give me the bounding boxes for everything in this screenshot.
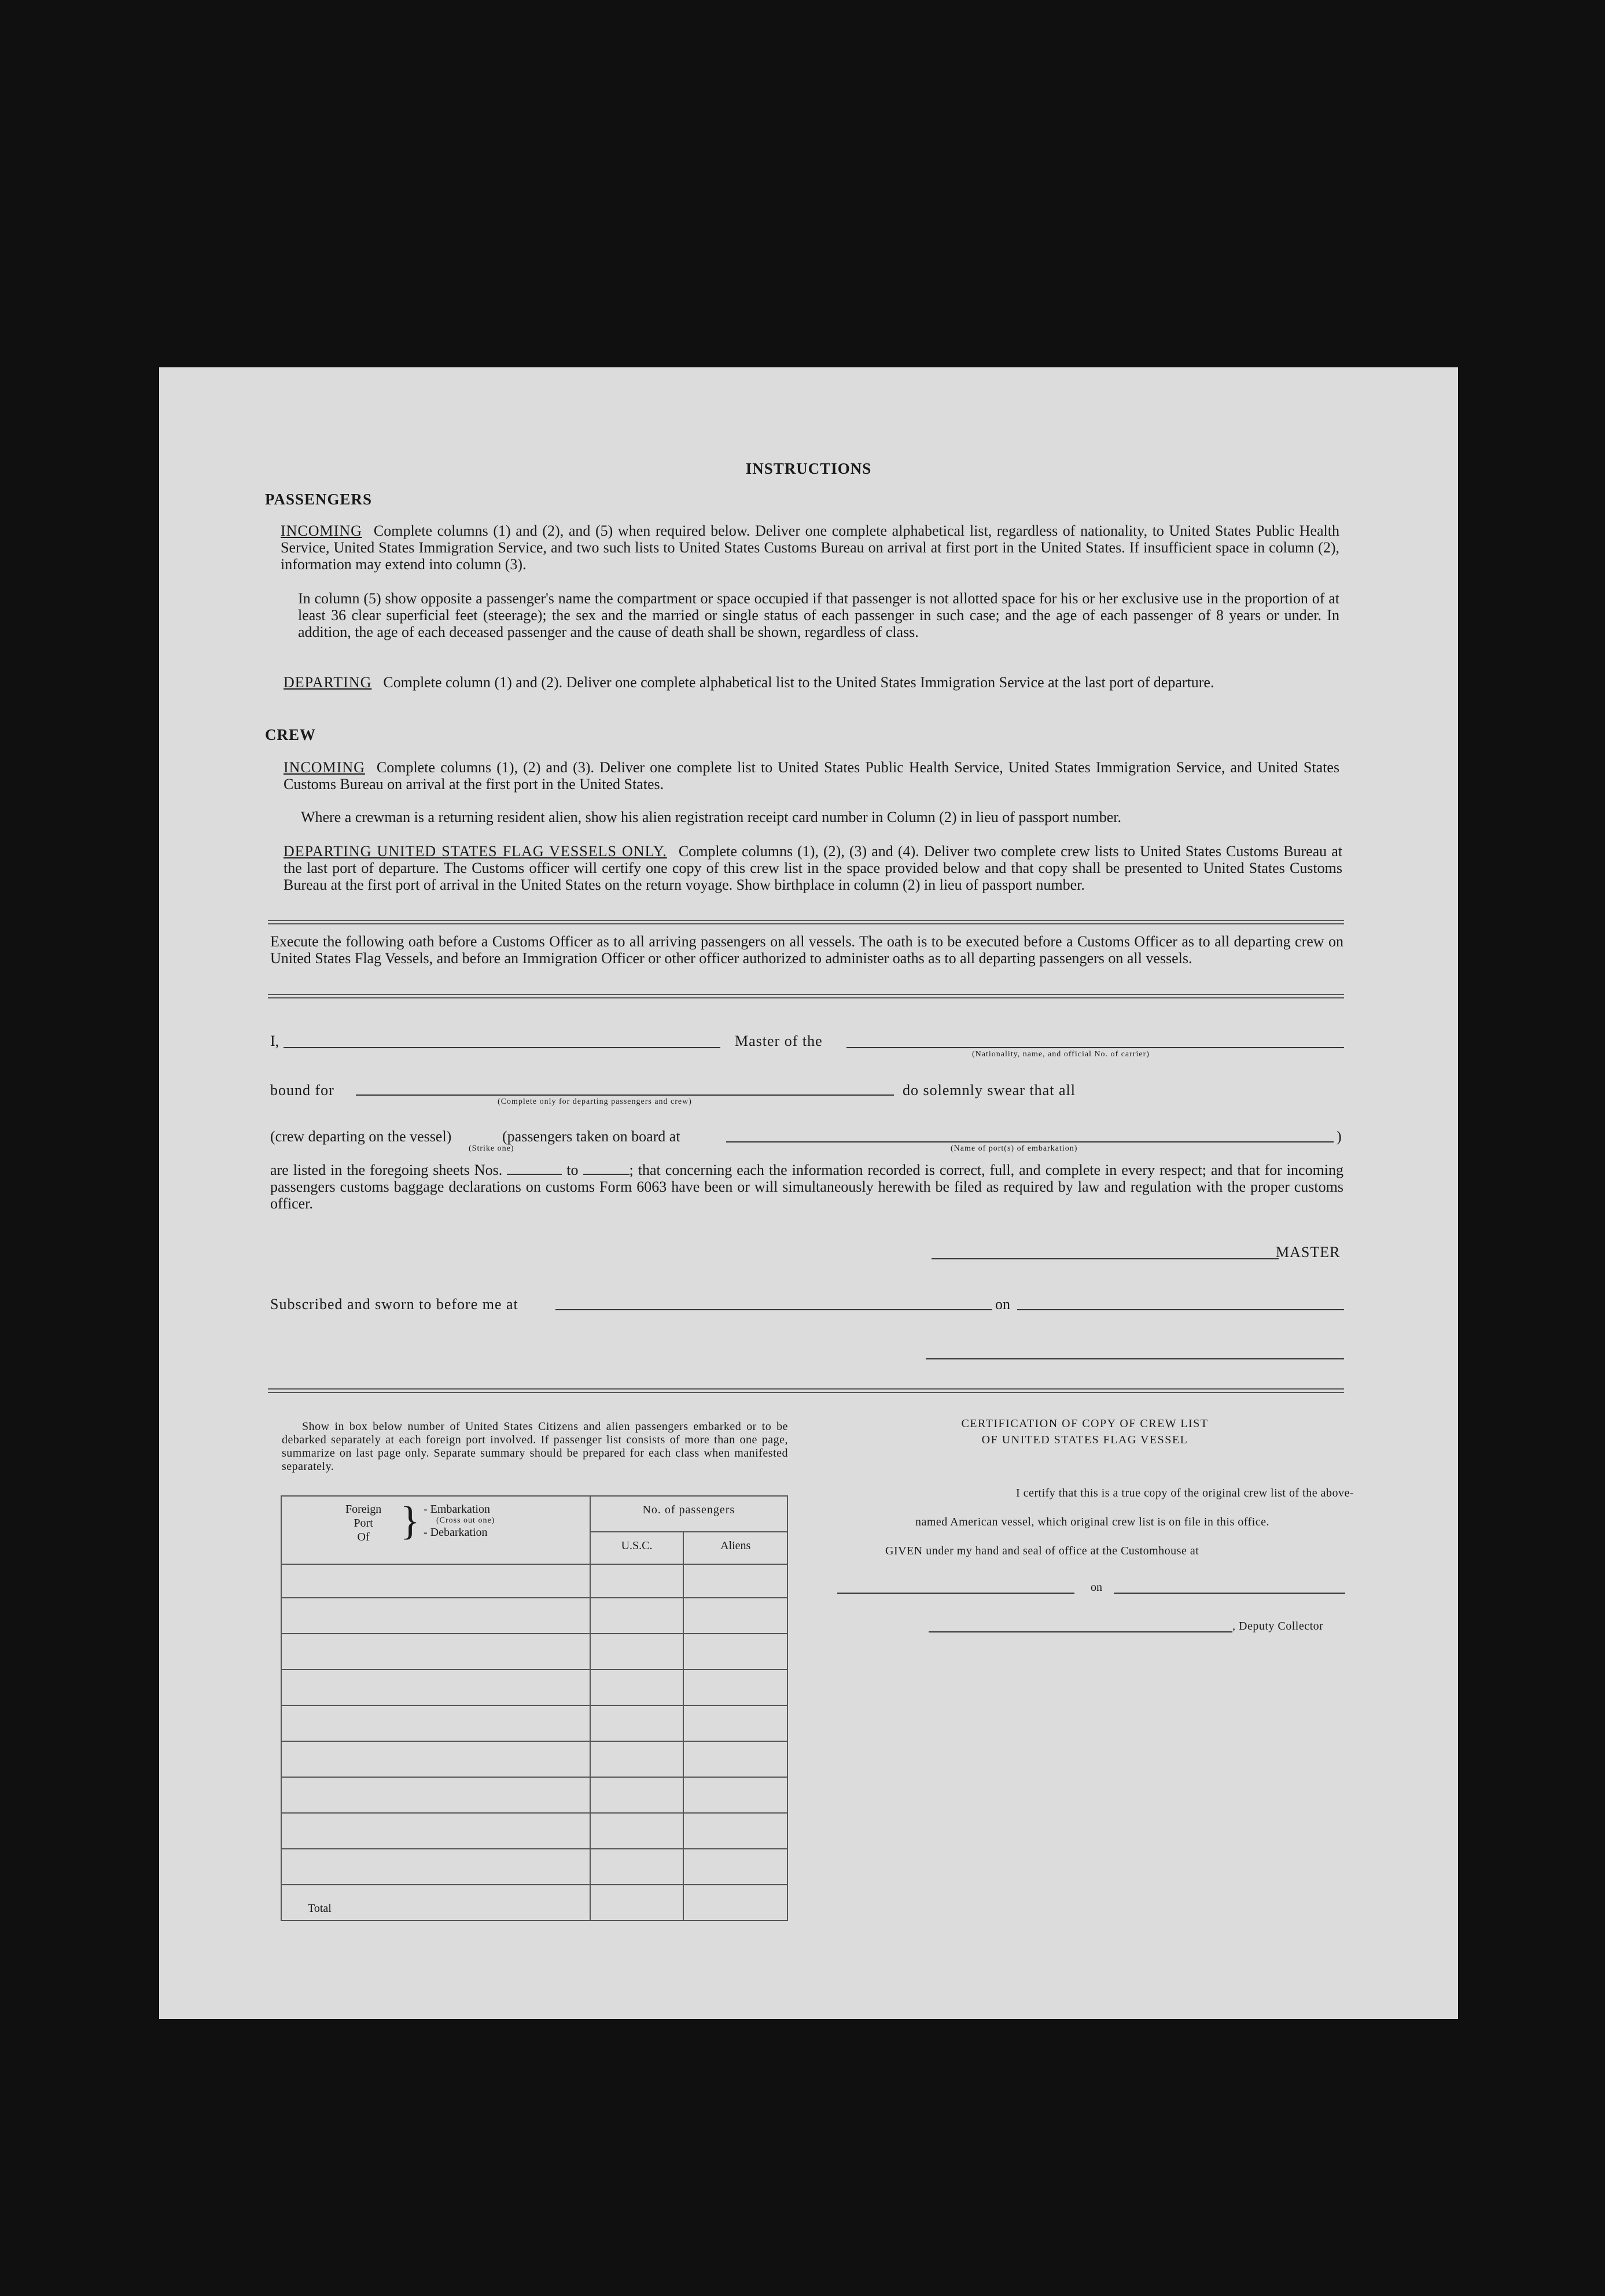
passengers-heading: PASSENGERS — [265, 491, 373, 508]
port-cell[interactable] — [281, 1813, 590, 1849]
passenger-summary-table — [281, 1495, 788, 1921]
usc-cell[interactable] — [590, 1598, 684, 1634]
port-cell[interactable] — [281, 1634, 590, 1670]
cert-on-label: on — [1091, 1581, 1102, 1594]
passengers-departing-label: DEPARTING — [284, 674, 372, 691]
sheets-paragraph — [270, 1162, 1343, 1212]
usc-cell[interactable] — [590, 1741, 684, 1777]
no-of-passengers-header: No. of passengers — [590, 1496, 787, 1532]
crew-departing-option: (crew departing on the vessel) — [270, 1128, 452, 1145]
master-name-field[interactable] — [284, 1047, 720, 1048]
crew-incoming-text: Complete columns (1), (2) and (3). Deliver one complete list to United States Public Health Service, United States Immigration Service, and United States Customs Bureau on arrival at the first port in the United States. — [284, 759, 1339, 793]
master-label: MASTER — [1276, 1244, 1341, 1261]
aliens-cell[interactable] — [683, 1598, 787, 1634]
deputy-collector-label: , Deputy Collector — [1232, 1620, 1324, 1632]
oath-intro: Execute the following oath before a Customs Officer as to all arriving passengers on all vessels. The oath is to be executed before a Customs Officer as to all departing crew on United States Flag Vessels, and before an Immigration Officer or other officer authorized to administer oaths as to all departing passengers on all vessels. — [270, 933, 1343, 967]
master-signature-field[interactable] — [932, 1258, 1279, 1259]
ports-caption: (Name of port(s) of embarkation) — [951, 1144, 1078, 1153]
customhouse-field[interactable] — [837, 1593, 1074, 1594]
crew-incoming-label: INCOMING — [284, 759, 365, 776]
port-cell[interactable] — [281, 1849, 590, 1885]
strike-one-caption: (Strike one) — [469, 1144, 514, 1153]
oath-i-label: I, — [270, 1033, 279, 1049]
aliens-cell[interactable] — [683, 1849, 787, 1885]
given-line: GIVEN under my hand and seal of office at the Customhouse at — [885, 1545, 1199, 1557]
of-label: Of — [357, 1531, 370, 1543]
carrier-field[interactable] — [846, 1047, 1344, 1048]
sheet-to-field[interactable] — [583, 1163, 630, 1175]
usc-header: U.S.C. — [590, 1532, 684, 1564]
total-aliens-cell[interactable] — [683, 1885, 787, 1921]
column5-paragraph: In column (5) show opposite a passenger's name the compartment or space occupied if that passenger is not allotted space for his or her exclusive use in the proportion of at least 36 clear superficial feet (steerage); the sex and the married or single status of each passenger in such case; and the age of each passenger of 8 years or under. In addition, the age of each deceased passenger and the cause of death shall be shown, regardless of class. — [298, 590, 1339, 640]
cert-date-field[interactable] — [1114, 1593, 1345, 1594]
passengers-incoming-label: INCOMING — [281, 522, 362, 539]
bound-for-caption: (Complete only for departing passengers and crew) — [498, 1097, 692, 1106]
brace-icon: } — [400, 1499, 420, 1543]
subscribed-label: Subscribed and sworn to before me at — [270, 1296, 518, 1313]
passengers-incoming-paragraph — [281, 522, 1339, 573]
port-cell[interactable] — [281, 1777, 590, 1813]
form-page — [159, 367, 1458, 2019]
nationality-caption: (Nationality, name, and official No. of carrier) — [972, 1050, 1150, 1059]
passengers-taken-option: (passengers taken on board at — [502, 1128, 680, 1145]
usc-cell[interactable] — [590, 1634, 684, 1670]
aliens-cell[interactable] — [683, 1777, 787, 1813]
aliens-cell[interactable] — [683, 1670, 787, 1705]
certification-title-line2: OF UNITED STATES FLAG VESSEL — [981, 1433, 1188, 1446]
crew-heading: CREW — [265, 726, 316, 743]
aliens-cell[interactable] — [683, 1813, 787, 1849]
aliens-cell[interactable] — [683, 1705, 787, 1741]
to-label: to — [566, 1162, 579, 1178]
bound-for-label: bound for — [270, 1082, 334, 1099]
crew-departing-label: DEPARTING UNITED STATES FLAG VESSELS ONLY. — [284, 843, 667, 860]
aliens-cell[interactable] — [683, 1564, 787, 1598]
sheet-from-field[interactable] — [507, 1163, 562, 1175]
crew-departing-text: Complete columns (1), (2), (3) and (4). Deliver two complete crew lists to United States Customs Bureau at the last port of departure. The Customs officer will certify one copy of this crew list in the space provided below and that copy shall be presented to United States Customs Bureau at the first port of arrival in the United States on the return voyage. Show birthplace in column (2) in lieu of passport number. — [284, 843, 1343, 893]
debarkation-option[interactable]: - Debarkation — [424, 1526, 488, 1539]
aliens-header: Aliens — [683, 1532, 787, 1564]
swear-label: do solemnly swear that all — [903, 1082, 1076, 1099]
certify-line: I certify that this is a true copy of the original crew list of the above- — [1015, 1487, 1354, 1499]
passengers-incoming-text: Complete columns (1) and (2), and (5) when required below. Deliver one complete alphabetical list, regardless of nationality, to United States Public Health Service, United States Immigration Service, and two such lists to United States Customs Bureau on arrival at first port in the United States. If insufficient space in column (2), information may extend into column (3). — [281, 522, 1339, 573]
named-line: named American vessel, which original crew list is on file in this office. — [915, 1516, 1270, 1528]
divider — [268, 994, 1344, 998]
foreign-label: Foreign — [345, 1503, 382, 1516]
crew-incoming-paragraph — [284, 759, 1339, 793]
cross-out-note: (Cross out one) — [436, 1516, 495, 1525]
certification-title-line1: CERTIFICATION OF COPY OF CREW LIST — [961, 1417, 1209, 1430]
total-usc-cell[interactable] — [590, 1885, 684, 1921]
summary-instructions: Show in box below number of United States Citizens and alien passengers embarked or to be debarked separately at each foreign port involved. If passenger list consists of more than one page, summarize on last page only. Separate summary should be prepared for each class when manifested separately. — [282, 1420, 788, 1473]
port-cell[interactable] — [281, 1670, 590, 1705]
aliens-cell[interactable] — [683, 1634, 787, 1670]
aliens-cell[interactable] — [683, 1741, 787, 1777]
ports-field[interactable] — [726, 1141, 1334, 1143]
port-cell[interactable] — [281, 1598, 590, 1634]
sheets-rest: ; that concerning each the information recorded is correct, full, and complete in every respect; and that for incoming passengers customs baggage declarations on customs Form 6063 have been or will simultaneously herewith be filed as required by law and regulation with the proper customs officer. — [270, 1162, 1344, 1212]
usc-cell[interactable] — [590, 1849, 684, 1885]
usc-cell[interactable] — [590, 1777, 684, 1813]
crew-resident-paragraph: Where a crewman is a returning resident alien, show his alien registration receipt card number in Column (2) in lieu of passport number. — [301, 809, 1122, 825]
usc-cell[interactable] — [590, 1705, 684, 1741]
usc-cell[interactable] — [590, 1564, 684, 1598]
officer-signature-field[interactable] — [926, 1358, 1344, 1359]
page-title: INSTRUCTIONS — [745, 460, 872, 477]
divider — [268, 1388, 1344, 1393]
divider — [268, 920, 1344, 924]
total-label: Total — [281, 1885, 590, 1921]
sworn-place-field[interactable] — [555, 1309, 992, 1310]
usc-cell[interactable] — [590, 1670, 684, 1705]
port-header-cell — [281, 1496, 590, 1564]
passengers-departing-text: Complete column (1) and (2). Deliver one complete alphabetical list to the United States Immigration Service at the last port of departure. — [383, 674, 1214, 691]
sworn-date-field[interactable] — [1017, 1309, 1344, 1310]
bound-for-field[interactable] — [356, 1094, 894, 1096]
embarkation-option[interactable]: - Embarkation — [424, 1503, 490, 1516]
master-of-the-label: Master of the — [735, 1033, 823, 1049]
on-label: on — [995, 1296, 1010, 1313]
certification-title — [882, 1416, 1287, 1448]
sheets-prefix: are listed in the foregoing sheets Nos. — [270, 1162, 503, 1178]
crew-departing-paragraph — [284, 843, 1342, 893]
port-cell[interactable] — [281, 1741, 590, 1777]
port-cell[interactable] — [281, 1564, 590, 1598]
passengers-departing-paragraph — [284, 674, 1339, 691]
deputy-signature-field[interactable] — [929, 1631, 1232, 1632]
usc-cell[interactable] — [590, 1813, 684, 1849]
port-cell[interactable] — [281, 1705, 590, 1741]
port-label: Port — [354, 1517, 373, 1530]
close-paren: ) — [1337, 1128, 1342, 1145]
